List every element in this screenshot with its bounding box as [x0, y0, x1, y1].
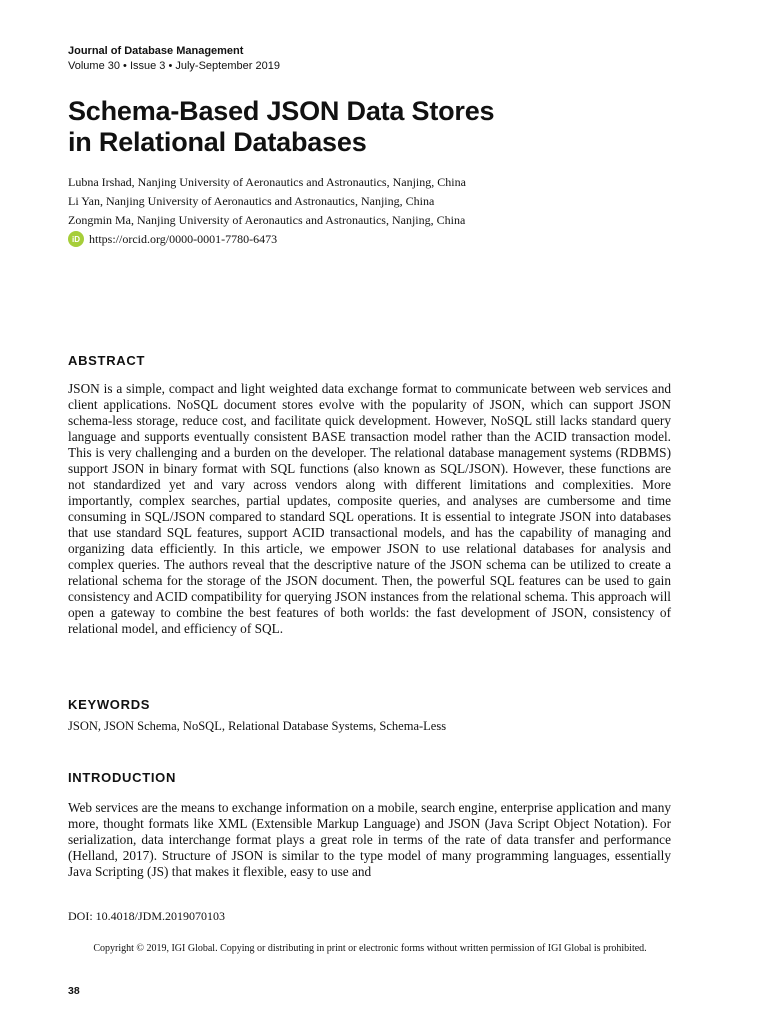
copyright-notice: Copyright © 2019, IGI Global. Copying or distributing in print or electronic forms without written permission of IGI Global is prohibited.	[93, 943, 647, 954]
author-affiliation-1: Lubna Irshad, Nanjing University of Aeronautics and Astronautics, Nanjing, China	[68, 175, 466, 189]
paper-title-line-1: Schema-Based JSON Data Stores	[68, 96, 495, 126]
keywords-text: JSON, JSON Schema, NoSQL, Relational Database Systems, Schema-Less	[68, 719, 447, 733]
orcid-row	[68, 231, 277, 247]
issue-info: Volume 30 • Issue 3 • July-September 2019	[68, 60, 280, 72]
introduction-text: Web services are the means to exchange information on a mobile, search engine, enterprise application and many more, thought formats like XML (Extensible Markup Language) and JSON (Java Script Object Notation). For serialization, data interchange format plays a great role in terms of the rate of data transfer and performance (Helland, 2017). Structure of JSON is similar to the type model of many programming languages, essentially Java Scripting (JS) that makes it flexible, easy to use and	[68, 800, 671, 879]
journal-name: Journal of Database Management	[68, 45, 244, 57]
abstract-heading: ABSTRACT	[68, 353, 146, 368]
keywords-heading: KEYWORDS	[68, 697, 151, 712]
doi: DOI: 10.4018/JDM.2019070103	[68, 909, 226, 923]
orcid-link[interactable]: https://orcid.org/0000-0001-7780-6473	[89, 231, 278, 246]
page-number: 38	[68, 985, 80, 997]
introduction-heading: INTRODUCTION	[68, 770, 177, 785]
paper-title-line-2: in Relational Databases	[68, 127, 367, 157]
author-affiliation-2: Li Yan, Nanjing University of Aeronautics and Astronautics, Nanjing, China	[68, 194, 435, 208]
author-affiliation-3: Zongmin Ma, Nanjing University of Aeronautics and Astronautics, Nanjing, China	[68, 213, 466, 227]
abstract-text: JSON is a simple, compact and light weighted data exchange format to communicate between web services and client applications. NoSQL document stores evolve with the popularity of JSON, which can support JSON schema-less storage, reduce cost, and facilitate quick development. However, NoSQL still lacks standard query language and supports eventually consistent BASE transaction model rather than the ACID transaction model. This is very challenging and a burden on the developer. The relational database management systems (RDBMS) support JSON in binary format with SQL functions (also known as SQL/JSON). However, these functions are not standardized yet and vary across vendors along with different limitations and complexities. More importantly, complex searches, partial updates, composite queries, and analyses are cumbersome and time consuming in SQL/JSON compared to standard SQL operations. It is essential to integrate JSON into databases that use standard SQL features, support ACID transactional models, and has the capability of managing and organizing data efficiently. In this article, we empower JSON to use relational databases for analysis and complex queries. The authors reveal that the descriptive nature of the JSON schema can be utilized to create a relational schema for the storage of the JSON document. Then, the powerful SQL features can be used to gain consistency and ACID compatibility for querying JSON instances from the relational schema. This approach will open a gateway to combine the best features of both worlds: the fast development of JSON, consistency of relational model, and efficiency of SQL.	[68, 381, 671, 636]
orcid-id-icon: iD	[68, 231, 84, 247]
paper-title	[68, 96, 708, 158]
